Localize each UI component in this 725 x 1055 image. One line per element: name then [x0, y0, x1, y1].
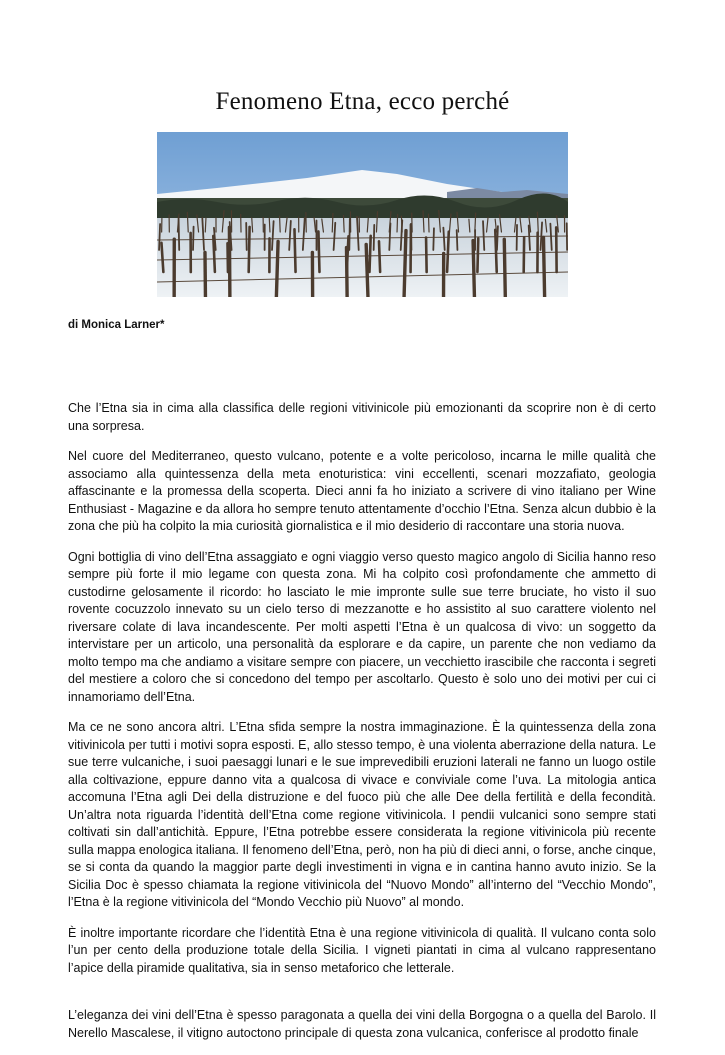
vineyard-photo [157, 132, 568, 297]
paragraph: L’eleganza dei vini dell’Etna è spesso paragonata a quella dei vini della Borgogna o a quella del Barolo. Il Nerello Mascalese, il vitigno autoctono principale di questa zona vulcanica, conferisce al prodotto finale [68, 1007, 656, 1042]
paragraph: Ogni bottiglia di vino dell’Etna assaggiato e ogni viaggio verso questo magico angolo di Sicilia hanno reso sempre più forte il mio legame con questa zona. Mi ha colpito così profondamente che ammetto di custodirne gelosamente il ricordo: ho lasciato le mie impronte sulle sue terre bruciate, ho visto il suo rovente cocuzzolo innevato su un cielo terso di mezzanotte e ho assistito al suo carattere violento nel riversare colate di lava incandescente. Per molti aspetti l’Etna è un qualcosa di vivo: un soggetto da intervistare per un articolo, una personalità da esplorare e da capire, un parente che non vediamo da molto tempo ma che andiamo a visitare sempre con piacere, un vecchietto irascibile che racconta i segreti del mestiere a coloro che si concedono del tempo per ascoltarlo. Questo è solo uno dei motivi per cui ci innamoriamo dell’Etna. [68, 549, 656, 707]
paragraph: Nel cuore del Mediterraneo, questo vulcano, potente e a volte pericoloso, incarna le mille qualità che associamo alla quintessenza della meta enoturistica: vini eccellenti, scenari mozzafiato, geologia affascinante e la promessa della scoperta. Dieci anni fa ho iniziato a scrivere di vino italiano per Wine Enthusiast - Magazine e da allora ho sempre tenuto attentamente d’occhio l’Etna. Senza alcun dubbio è la zona che più ha colpito la mia curiosità giornalistica e il mio desiderio di raccontare una storia nuova. [68, 448, 656, 536]
paragraph: È inoltre importante ricordare che l’identità Etna è una regione vitivinicola di qualità. Il vulcano conta solo l’un per cento della produzione totale della Sicilia. I vigneti piantati in cima al vulcano rappresentano l’apice della piramide qualitativa, sia in senso metaforico che letterale. [68, 925, 656, 978]
article-body [68, 400, 656, 1055]
paragraph: Ma ce ne sono ancora altri. L’Etna sfida sempre la nostra immaginazione. È la quintessenza della zona vitivinicola per tutti i motivi sopra esposti. E, allo stesso tempo, è una violenta aberrazione della natura. Le sue terre vulcaniche, i suoi paesaggi lunari e le sue imprevedibili eruzioni laterali ne fanno un luogo ostile alla coltivazione, eppure danno vita a qualcosa di vivace e conviviale come l’uva. La mitologia antica accomuna l’Etna agli Dei della distruzione e del fuoco più che alle Dee della fertilità e della fecondità. Un’altra nota riguarda l’identità dell’Etna come regione vitivinicola. I pendii vulcanici sono sempre stati coltivati sin dall’antichità. Eppure, l’Etna potrebbe essere considerata la regione vitivinicola più recente sulla mappa enologica italiana. Il fenomeno dell’Etna, però, non ha più di dieci anni, o forse, anche cinque, se si conta da quando la maggior parte degli investimenti in vigna e in cantina hanno avuto inizio. Se la Sicilia Doc è spesso chiamata la regione vitivinicola del “Nuovo Mondo” all’interno del “Vecchio Mondo”, l’Etna è la regione vitivinicola del “Mondo Vecchio più Nuovo” al mondo. [68, 719, 656, 912]
paragraph: Che l’Etna sia in cima alla classifica delle regioni vitivinicole più emozionanti da scoprire non è di certo una sorpresa. [68, 400, 656, 435]
author-byline: di Monica Larner* [68, 319, 165, 331]
page-title: Fenomeno Etna, ecco perché [0, 88, 725, 116]
